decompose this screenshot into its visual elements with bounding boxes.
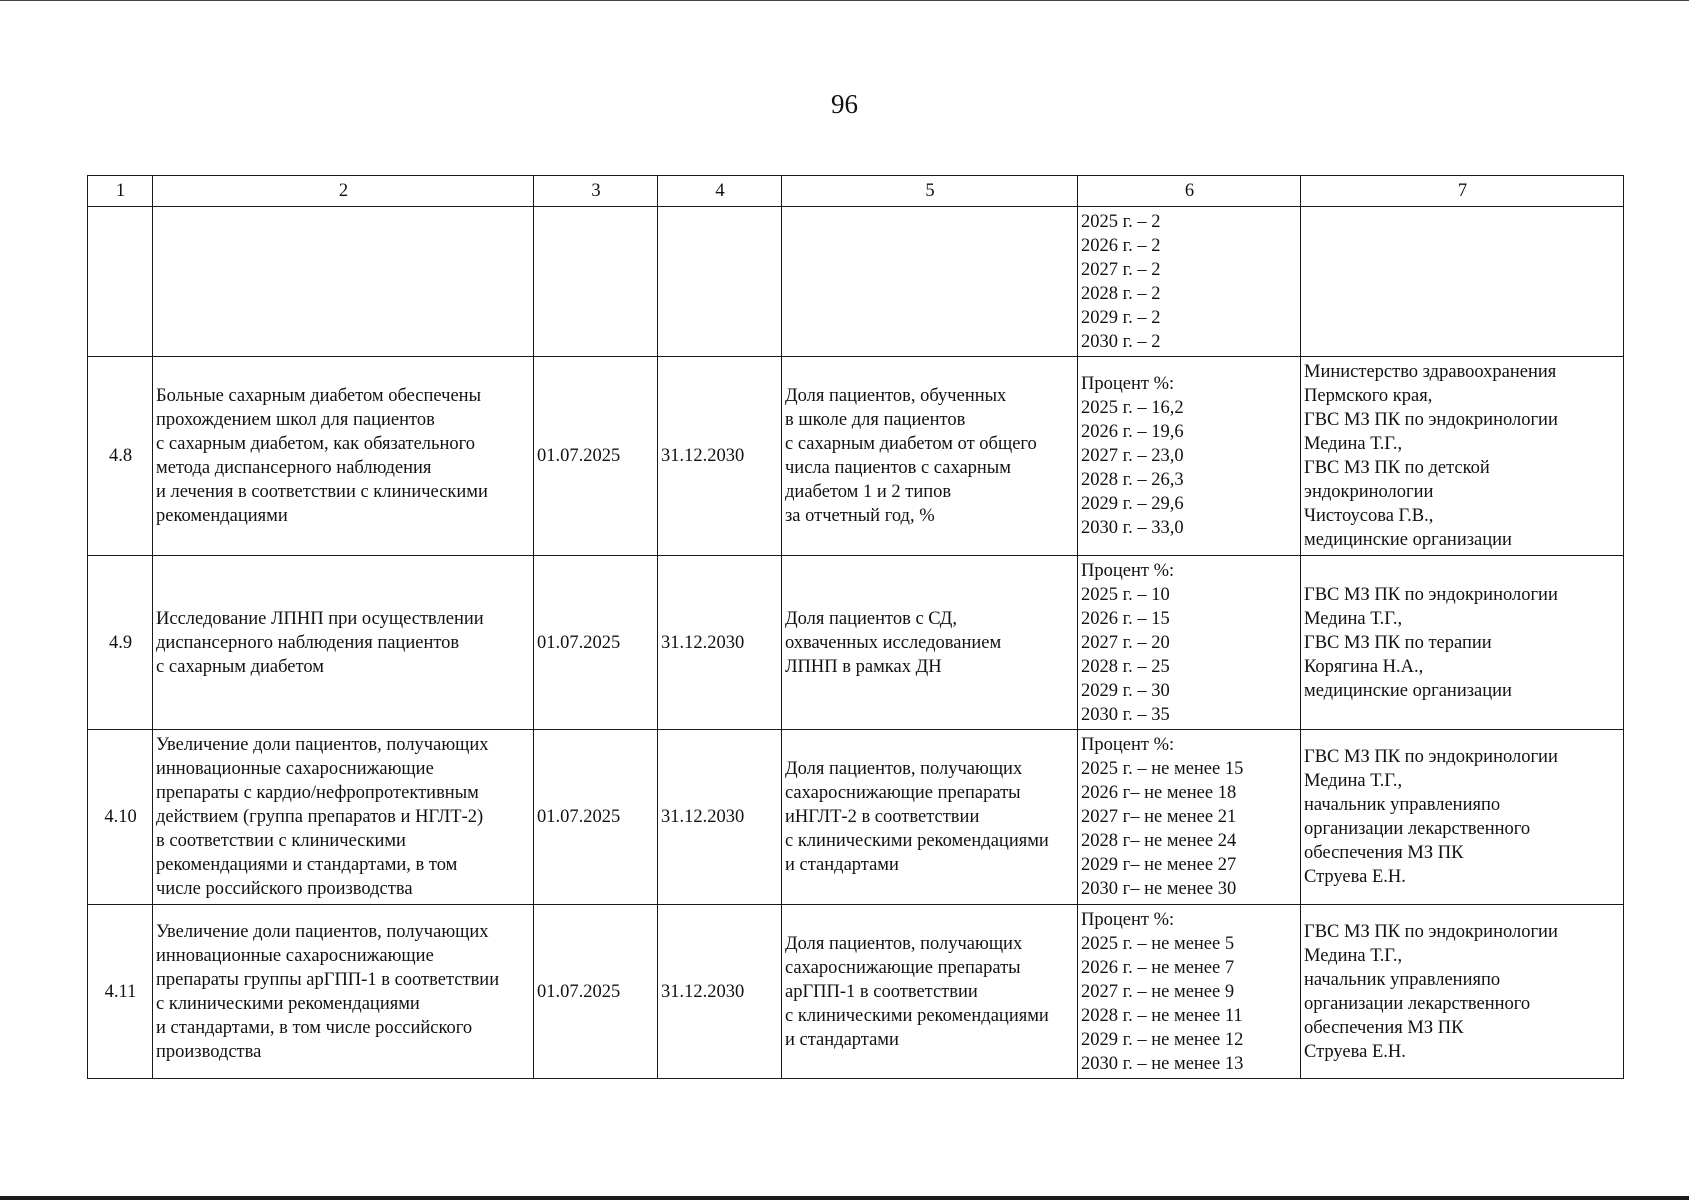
end-date-cell	[658, 207, 782, 357]
target-values-cell: Процент %: 2025 г. – 10 2026 г. – 15 2027 г. – 20 2028 г. – 25 2029 г. – 30 2030 г. – 35	[1078, 556, 1301, 730]
responsible-cell: ГВС МЗ ПК по эндокринологии Медина Т.Г., ГВС МЗ ПК по терапии Корягина Н.А., медицинские организации	[1301, 556, 1624, 730]
row-number-cell	[88, 207, 153, 357]
table-header-row	[88, 176, 1624, 207]
responsible-cell	[1301, 207, 1624, 357]
responsible-cell: ГВС МЗ ПК по эндокринологии Медина Т.Г., начальник управленияпо организации лекарственного обеспечения МЗ ПК Струева Е.Н.	[1301, 730, 1624, 905]
event-cell: Исследование ЛПНП при осуществлении диспансерного наблюдения пациентов с сахарным диабетом	[153, 556, 534, 730]
page-number: 96	[831, 89, 858, 119]
table-row	[88, 556, 1624, 730]
indicator-cell	[782, 207, 1078, 357]
target-values-cell: Процент %: 2025 г. – не менее 15 2026 г– не менее 18 2027 г– не менее 21 2028 г– не менее 24 2029 г– не менее 27 2030 г– не менее 30	[1078, 730, 1301, 905]
responsible-cell: ГВС МЗ ПК по эндокринологии Медина Т.Г., начальник управленияпо организации лекарственного обеспечения МЗ ПК Струева Е.Н.	[1301, 905, 1624, 1079]
header-cell: 2	[153, 176, 534, 207]
target-values-cell: Процент %: 2025 г. – 16,2 2026 г. – 19,6 2027 г. – 23,0 2028 г. – 26,3 2029 г. – 29,6 2030 г. – 33,0	[1078, 357, 1301, 556]
row-number-cell: 4.8	[88, 357, 153, 556]
end-date-cell: 31.12.2030	[658, 905, 782, 1079]
start-date-cell	[534, 207, 658, 357]
target-values-cell: 2025 г. – 2 2026 г. – 2 2027 г. – 2 2028 г. – 2 2029 г. – 2 2030 г. – 2	[1078, 207, 1301, 357]
table-row	[88, 905, 1624, 1079]
row-number-cell: 4.10	[88, 730, 153, 905]
header-cell: 4	[658, 176, 782, 207]
table-row	[88, 730, 1624, 905]
end-date-cell: 31.12.2030	[658, 730, 782, 905]
start-date-cell: 01.07.2025	[534, 556, 658, 730]
event-cell: Больные сахарным диабетом обеспечены прохождением школ для пациентов с сахарным диабетом, как обязательного метода диспансерного наблюдения и лечения в соответствии с клиническими рекомендациями	[153, 357, 534, 556]
row-number-cell: 4.11	[88, 905, 153, 1079]
indicator-cell: Доля пациентов, обученных в школе для пациентов с сахарным диабетом от общего числа пациентов с сахарным диабетом 1 и 2 типов за отчетный год, %	[782, 357, 1078, 556]
header-cell: 7	[1301, 176, 1624, 207]
end-date-cell: 31.12.2030	[658, 357, 782, 556]
indicator-cell: Доля пациентов, получающих сахароснижающие препараты арГПП-1 в соответствии с клиническими рекомендациями и стандартами	[782, 905, 1078, 1079]
header-cell: 5	[782, 176, 1078, 207]
event-cell	[153, 207, 534, 357]
end-date-cell: 31.12.2030	[658, 556, 782, 730]
responsible-cell: Министерство здравоохранения Пермского края, ГВС МЗ ПК по эндокринологии Медина Т.Г., ГВС МЗ ПК по детской эндокринологии Чистоусова Г.В., медицинские организации	[1301, 357, 1624, 556]
start-date-cell: 01.07.2025	[534, 730, 658, 905]
start-date-cell: 01.07.2025	[534, 905, 658, 1079]
row-number-cell: 4.9	[88, 556, 153, 730]
indicator-cell: Доля пациентов с СД, охваченных исследованием ЛПНП в рамках ДН	[782, 556, 1078, 730]
table-row	[88, 207, 1624, 357]
header-cell: 1	[88, 176, 153, 207]
scan-edge-bottom	[0, 1196, 1689, 1200]
target-values-cell: Процент %: 2025 г. – не менее 5 2026 г. – не менее 7 2027 г. – не менее 9 2028 г. – не менее 11 2029 г. – не менее 12 2030 г. – не менее 13	[1078, 905, 1301, 1079]
plan-table	[87, 175, 1624, 1079]
start-date-cell: 01.07.2025	[534, 357, 658, 556]
table-row	[88, 357, 1624, 556]
event-cell: Увеличение доли пациентов, получающих инновационные сахароснижающие препараты с кардио/нефропротективным действием (группа препаратов и НГЛТ-2) в соответствии с клиническими рекомендациями и стандартами, в том числе российского производства	[153, 730, 534, 905]
header-cell: 6	[1078, 176, 1301, 207]
header-cell: 3	[534, 176, 658, 207]
indicator-cell: Доля пациентов, получающих сахароснижающие препараты иНГЛТ-2 в соответствии с клиническими рекомендациями и стандартами	[782, 730, 1078, 905]
scan-edge-top	[0, 0, 1689, 1]
event-cell: Увеличение доли пациентов, получающих инновационные сахароснижающие препараты группы арГПП-1 в соответствии с клиническими рекомендациями и стандартами, в том числе российского производства	[153, 905, 534, 1079]
